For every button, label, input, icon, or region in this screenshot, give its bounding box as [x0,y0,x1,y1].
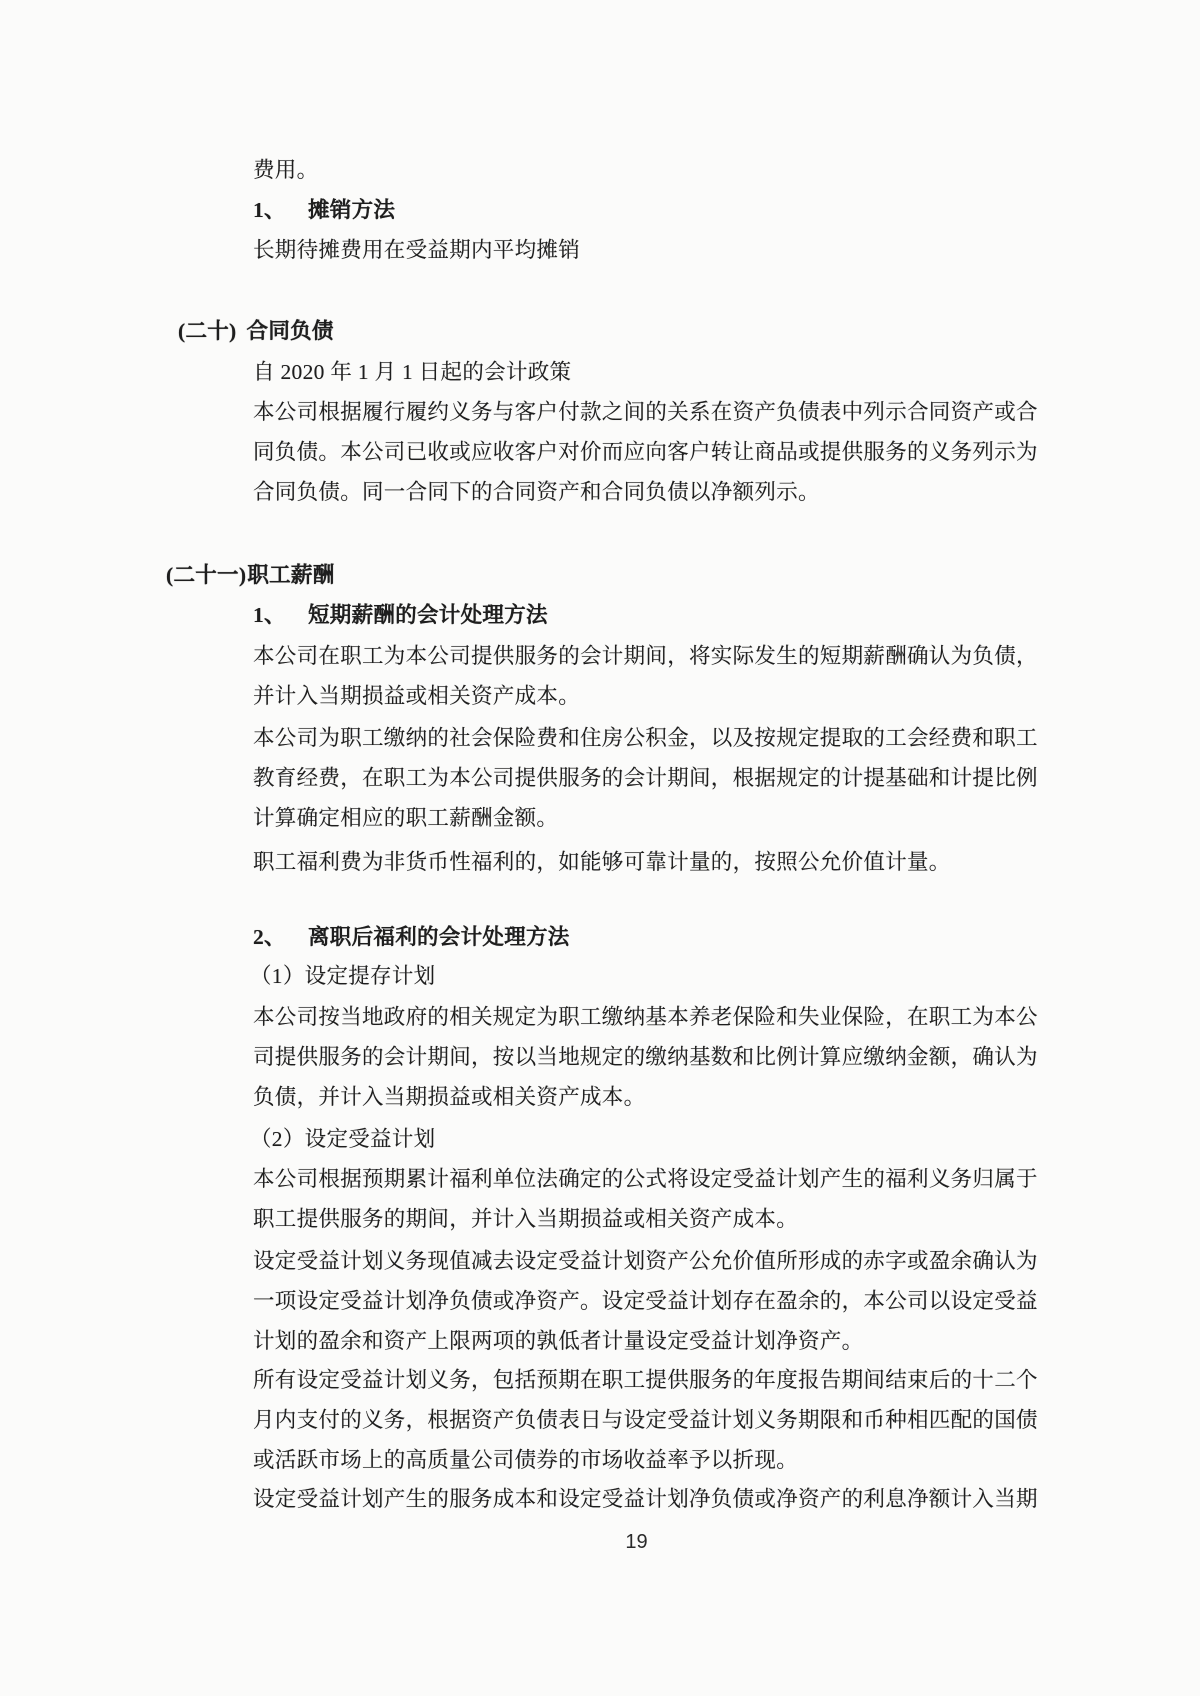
text-line: 本公司在职工为本公司提供服务的会计期间，将实际发生的短期薪酬确认为负债， [253,644,1038,668]
page-number: 19 [625,1531,648,1553]
defined-contribution-heading [250,956,435,996]
short-term-heading [253,595,548,635]
text-line: 所有设定受益计划义务，包括预期在职工提供服务的年度报告期间结束后的十二个 [253,1368,1038,1392]
text-line: 负债，并计入当期损益或相关资产成本。 [253,1085,646,1109]
defined-benefit-paragraph-2 [253,1241,1038,1361]
text-line: 月内支付的义务，根据资产负债表日与设定受益计划义务期限和币种相匹配的国债 [253,1408,1038,1432]
defined-contribution-paragraph [253,997,1038,1117]
heading-number: 1、 [253,603,286,627]
text-line: 本公司根据预期累计福利单位法确定的公式将设定受益计划产生的福利义务归属于 [253,1167,1038,1191]
short-term-paragraph-3 [253,842,951,882]
text-line: 职工提供服务的期间，并计入当期损益或相关资产成本。 [253,1207,799,1231]
text-line: 司提供服务的会计期间，按以当地规定的缴纳基数和比例计算应缴纳金额，确认为 [253,1045,1038,1069]
text-line: 计划的盈余和资产上限两项的孰低者计量设定受益计划净资产。 [253,1329,864,1353]
section-label: (二十一) [166,563,247,587]
text-line: 合同负债。同一合同下的合同资产和合同负债以净额列示。 [253,480,820,504]
text-line: 费用。 [253,158,319,182]
heading-title: 离职后福利的会计处理方法 [308,925,570,949]
text-line: 设定受益计划义务现值减去设定受益计划资产公允价值所形成的赤字或盈余确认为 [253,1249,1038,1273]
text-line: 本公司为职工缴纳的社会保险费和住房公积金，以及按规定提取的工会经费和职工 [253,726,1038,750]
text-line: （1）设定提存计划 [250,964,436,988]
section-20-paragraph [253,352,1038,512]
text-line: 并计入当期损益或相关资产成本。 [253,684,581,708]
section-20-heading [178,311,334,351]
heading-title: 短期薪酬的会计处理方法 [308,603,548,627]
section-label: (二十) [178,319,237,343]
intro-tail-paragraph [253,150,318,190]
text-line: 同负债。本公司已收或应收客户对价而应向客户转让商品或提供服务的义务列示为 [253,440,1038,464]
text-line: 设定受益计划产生的服务成本和设定受益计划净负债或净资产的利息净额计入当期 [253,1487,1038,1511]
text-line: 或活跃市场上的高质量公司债券的市场收益率予以折现。 [253,1448,799,1472]
short-term-paragraph-2 [253,718,1038,838]
amortization-paragraph [253,230,580,270]
section-21-heading [166,555,335,595]
defined-benefit-paragraph-1 [253,1159,1038,1239]
text-line: 长期待摊费用在受益期内平均摊销 [253,238,581,262]
text-line: （2）设定受益计划 [250,1127,436,1151]
text-line: 自 2020 年 1 月 1 日起的会计政策 [253,360,572,384]
heading-number: 2、 [253,925,286,949]
text-line: 本公司按当地政府的相关规定为职工缴纳基本养老保险和失业保险，在职工为本公 [253,1005,1038,1029]
section-title: 合同负债 [246,319,334,343]
short-term-paragraph-1 [253,636,1038,716]
text-line: 一项设定受益计划净负债或净资产。设定受益计划存在盈余的，本公司以设定受益 [253,1289,1038,1313]
heading-number: 1、 [253,198,286,222]
text-line: 计算确定相应的职工薪酬金额。 [253,806,559,830]
post-employment-heading [253,917,570,957]
text-line: 教育经费，在职工为本公司提供服务的会计期间，根据规定的计提基础和计提比例 [253,766,1038,790]
text-line: 本公司根据履行履约义务与客户付款之间的关系在资产负债表中列示合同资产或合 [253,400,1038,424]
defined-benefit-paragraph-3 [253,1360,1038,1480]
defined-benefit-paragraph-4 [253,1479,1038,1519]
defined-benefit-heading [250,1119,435,1159]
heading-title: 摊销方法 [308,198,396,222]
section-title: 职工薪酬 [247,563,335,587]
amortization-heading [253,190,395,230]
text-line: 职工福利费为非货币性福利的，如能够可靠计量的，按照公允价值计量。 [253,850,951,874]
